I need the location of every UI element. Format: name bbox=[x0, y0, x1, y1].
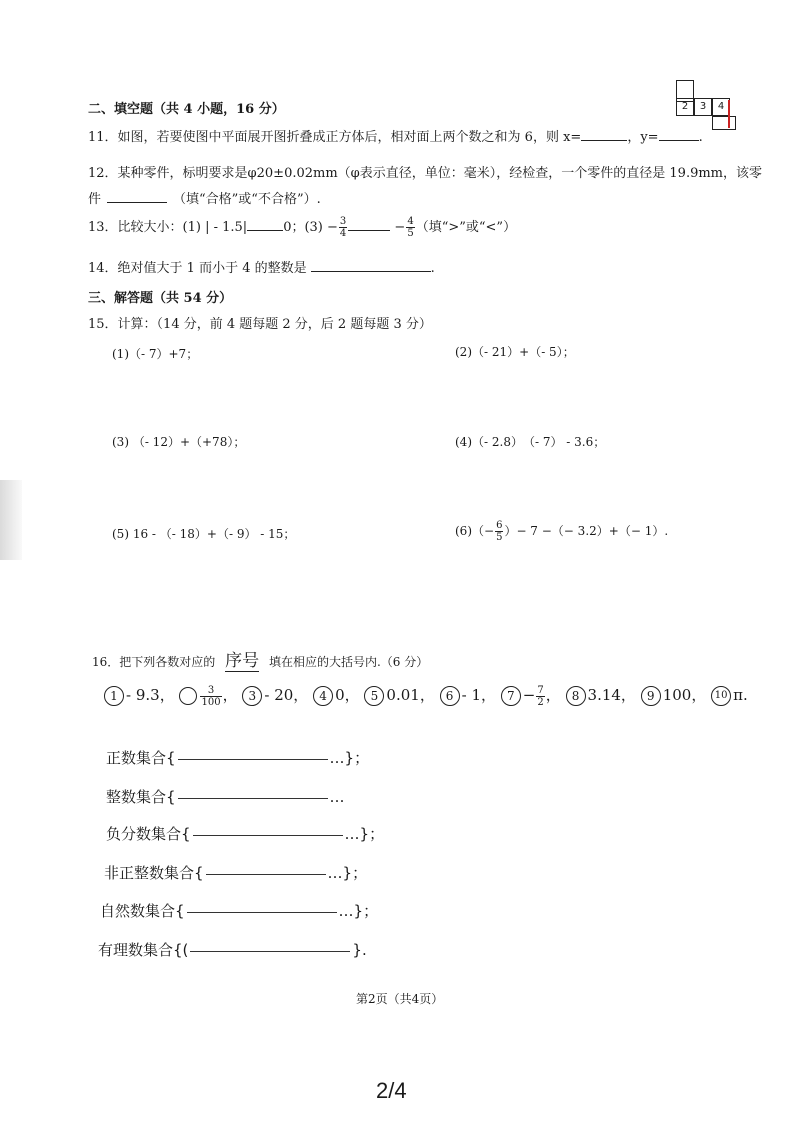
problem-15-1: (1)（- 7）+7； bbox=[112, 347, 199, 361]
section-title: 三、解答题（共 54 分） bbox=[88, 291, 233, 306]
question-12-line2: 件 （填“合格”或“不合格”）. bbox=[88, 192, 321, 207]
problem-15-4: (4)（- 2.8） （- 7） - 3.6； bbox=[455, 435, 606, 449]
question-15-title: 15．计算：（14 分，前 4 题每题 2 分，后 2 题每题 3 分） bbox=[88, 317, 432, 332]
question-16-title: 16．把下列各数对应的 序号 填在相应的大括号内.（6 分） bbox=[92, 651, 429, 671]
question-14: 14．绝对值大于 1 而小于 4 的整数是 . bbox=[88, 261, 435, 276]
cube-face-bottom bbox=[712, 116, 736, 130]
problem-15-5: (5) 16 - （- 18）+（- 9） - 15； bbox=[112, 527, 296, 541]
question-13: 13．比较大小：(1) | - 1.5| 0；(3) − $\frac{3}{4}$ − $\frac{4}{5}$ （填“>”或“<”） bbox=[88, 216, 517, 239]
number-list: 1 - 9.3， $\frac{3}{100}$ ， 3 - 20， 4 0， 5 0.01， 6 - 1， 7 − $\frac{7}{2}$ ， 8 3.14， 9 100， 10 π. bbox=[104, 684, 748, 708]
set-negative-fraction: 负分数集合{ …}； bbox=[106, 825, 385, 843]
cube-face: 4 bbox=[712, 98, 730, 116]
scan-smudge bbox=[0, 480, 22, 560]
set-rational: 有理数集合{( }. bbox=[98, 941, 367, 959]
red-mark bbox=[728, 100, 730, 128]
page-counter: 2/4 bbox=[376, 1078, 407, 1103]
page-footer: 第2页（共4页） bbox=[356, 992, 444, 1006]
set-positive: 正数集合{ …}； bbox=[106, 749, 370, 767]
problem-15-2: (2)（- 21）+（- 5）； bbox=[455, 345, 575, 359]
problem-15-3: (3) （- 12）+（+78）； bbox=[112, 435, 246, 449]
question-12-line1: 12．某种零件，标明要求是φ20±0.02mm（φ表示直径，单位：毫米），经检查，一个零件的直径是 19.9mm，该零 bbox=[88, 166, 763, 181]
set-integer: 整数集合{ … bbox=[106, 788, 345, 806]
question-11: 11．如图，若要使图中平面展开图折叠成正方体后，相对面上两个数之和为 6，则 x= ，y= . bbox=[88, 130, 703, 145]
cube-face: 2 bbox=[676, 98, 694, 116]
section-title: 二、填空题（共 4 小题，16 分） bbox=[88, 102, 285, 117]
problem-15-6: (6)（− $\frac{6}{5}$ ）− 7 −（− 3.2）+（− 1）. bbox=[455, 520, 669, 543]
cube-face: 3 bbox=[694, 98, 712, 116]
set-non-positive-integer: 非正整数集合{ …}； bbox=[104, 864, 368, 882]
set-natural: 自然数集合{ …}； bbox=[100, 902, 379, 920]
